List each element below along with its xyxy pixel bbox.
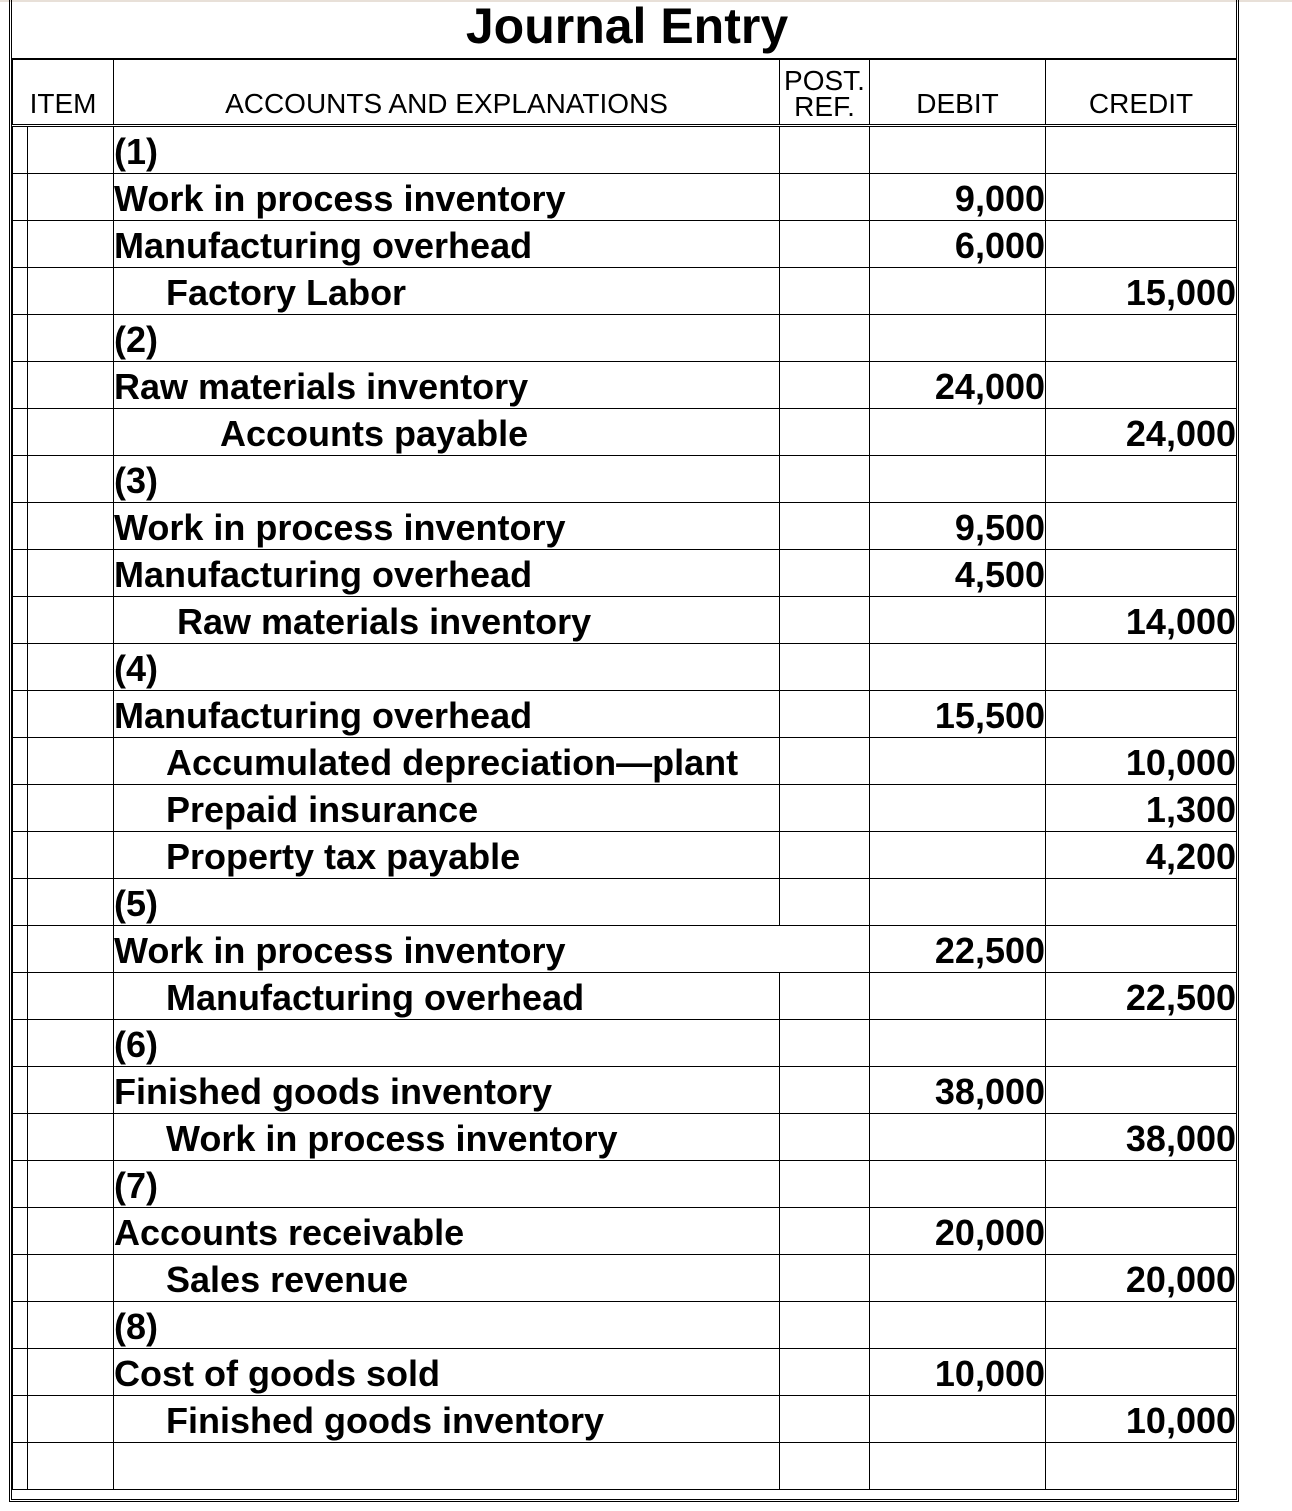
table-row	[13, 503, 1237, 550]
table-row	[13, 832, 1237, 879]
account-cell: Work in process inventory	[114, 926, 870, 973]
debit-cell	[870, 409, 1046, 456]
table-row	[13, 691, 1237, 738]
credit-cell: 4,200	[1046, 832, 1237, 879]
post-ref-cell	[780, 1208, 870, 1255]
sub-cell	[13, 503, 28, 550]
sub-cell	[13, 550, 28, 597]
table-row	[13, 1443, 1237, 1490]
account-cell: (1)	[114, 126, 780, 174]
sub-cell	[13, 1067, 28, 1114]
item-cell	[28, 644, 114, 691]
debit-cell	[870, 879, 1046, 926]
header-row	[13, 59, 1237, 126]
item-cell	[28, 1067, 114, 1114]
post-ref-header-line1: POST.	[784, 65, 865, 96]
account-cell: (6)	[114, 1020, 780, 1067]
credit-cell	[1046, 1161, 1237, 1208]
debit-cell	[870, 785, 1046, 832]
debit-cell: 15,500	[870, 691, 1046, 738]
sub-cell	[13, 1349, 28, 1396]
account-cell: Work in process inventory	[114, 174, 780, 221]
post-ref-cell	[780, 1396, 870, 1443]
debit-cell	[870, 1114, 1046, 1161]
debit-cell	[870, 738, 1046, 785]
debit-cell	[870, 1161, 1046, 1208]
account-cell: (2)	[114, 315, 780, 362]
table-row	[13, 550, 1237, 597]
post-ref-cell	[780, 174, 870, 221]
account-cell: Finished goods inventory	[114, 1067, 780, 1114]
post-ref-column-header	[780, 59, 870, 126]
item-cell	[28, 738, 114, 785]
table-row	[13, 879, 1237, 926]
sub-cell	[13, 1255, 28, 1302]
item-cell	[28, 691, 114, 738]
table-row	[13, 738, 1237, 785]
credit-column-header: CREDIT	[1046, 59, 1237, 126]
table-row	[13, 1349, 1237, 1396]
credit-cell	[1046, 691, 1237, 738]
table-row	[13, 1302, 1237, 1349]
debit-cell: 10,000	[870, 1349, 1046, 1396]
credit-cell	[1046, 1302, 1237, 1349]
account-cell: Accumulated depreciation—plant	[114, 738, 780, 785]
debit-cell	[870, 1396, 1046, 1443]
account-cell: Accounts receivable	[114, 1208, 780, 1255]
debit-cell: 22,500	[870, 926, 1046, 973]
sub-cell	[13, 1020, 28, 1067]
sub-cell	[13, 1396, 28, 1443]
post-ref-cell	[780, 832, 870, 879]
table-row	[13, 644, 1237, 691]
post-ref-cell	[780, 1114, 870, 1161]
item-cell	[28, 174, 114, 221]
post-ref-cell	[780, 879, 870, 926]
credit-cell	[1046, 362, 1237, 409]
debit-cell	[870, 126, 1046, 174]
table-row	[13, 1114, 1237, 1161]
table-row	[13, 973, 1237, 1020]
credit-cell: 20,000	[1046, 1255, 1237, 1302]
item-cell	[28, 597, 114, 644]
credit-cell	[1046, 1208, 1237, 1255]
account-cell: (8)	[114, 1302, 780, 1349]
credit-cell	[1046, 550, 1237, 597]
item-cell	[28, 879, 114, 926]
sub-cell	[13, 879, 28, 926]
sub-cell	[13, 362, 28, 409]
account-cell: Cost of goods sold	[114, 1349, 780, 1396]
credit-cell	[1046, 456, 1237, 503]
table-row	[13, 362, 1237, 409]
account-cell: Raw materials inventory	[114, 362, 780, 409]
account-cell: Work in process inventory	[114, 503, 780, 550]
credit-cell: 14,000	[1046, 597, 1237, 644]
debit-cell	[870, 1443, 1046, 1490]
table-row	[13, 456, 1237, 503]
item-cell	[28, 1161, 114, 1208]
table-row	[13, 126, 1237, 174]
debit-cell: 38,000	[870, 1067, 1046, 1114]
item-cell	[28, 973, 114, 1020]
debit-cell	[870, 1020, 1046, 1067]
credit-cell: 22,500	[1046, 973, 1237, 1020]
post-ref-cell	[780, 1067, 870, 1114]
post-ref-cell	[780, 1443, 870, 1490]
sub-cell	[13, 832, 28, 879]
item-cell	[28, 1396, 114, 1443]
account-cell: Manufacturing overhead	[114, 221, 780, 268]
sub-cell	[13, 221, 28, 268]
account-cell: Manufacturing overhead	[114, 691, 780, 738]
item-cell	[28, 1020, 114, 1067]
sub-cell	[13, 597, 28, 644]
post-ref-cell	[780, 738, 870, 785]
sub-cell	[13, 1208, 28, 1255]
journal-body	[13, 126, 1237, 1490]
credit-cell: 10,000	[1046, 738, 1237, 785]
credit-cell	[1046, 221, 1237, 268]
post-ref-cell	[780, 1161, 870, 1208]
accounts-column-header: ACCOUNTS AND EXPLANATIONS	[114, 59, 780, 126]
sub-cell	[13, 1443, 28, 1490]
debit-column-header: DEBIT	[870, 59, 1046, 126]
sub-cell	[13, 644, 28, 691]
debit-cell: 24,000	[870, 362, 1046, 409]
debit-cell: 4,500	[870, 550, 1046, 597]
item-cell	[28, 268, 114, 315]
credit-cell	[1046, 315, 1237, 362]
sub-cell	[13, 1302, 28, 1349]
post-ref-cell	[780, 456, 870, 503]
debit-cell: 20,000	[870, 1208, 1046, 1255]
item-cell	[28, 1208, 114, 1255]
post-ref-cell	[780, 1302, 870, 1349]
account-cell: Accounts payable	[114, 409, 780, 456]
sub-cell	[13, 409, 28, 456]
account-cell: (5)	[114, 879, 780, 926]
table-row	[13, 1396, 1237, 1443]
item-cell	[28, 1255, 114, 1302]
table-row	[13, 1067, 1237, 1114]
item-cell	[28, 409, 114, 456]
item-cell	[28, 785, 114, 832]
sub-cell	[13, 126, 28, 174]
post-ref-cell	[780, 315, 870, 362]
post-ref-cell	[780, 409, 870, 456]
post-ref-header-line2: REF.	[794, 91, 855, 122]
post-ref-cell	[780, 691, 870, 738]
post-ref-cell	[780, 1255, 870, 1302]
credit-cell	[1046, 879, 1237, 926]
debit-cell: 6,000	[870, 221, 1046, 268]
account-cell: Manufacturing overhead	[114, 550, 780, 597]
page-title: Journal Entry	[465, 0, 789, 54]
credit-cell	[1046, 126, 1237, 174]
item-cell	[28, 550, 114, 597]
item-cell	[28, 503, 114, 550]
debit-cell: 9,500	[870, 503, 1046, 550]
debit-cell	[870, 315, 1046, 362]
post-ref-cell	[780, 503, 870, 550]
sub-cell	[13, 785, 28, 832]
credit-cell	[1046, 503, 1237, 550]
credit-cell: 38,000	[1046, 1114, 1237, 1161]
table-row	[13, 1161, 1237, 1208]
account-cell: Finished goods inventory	[114, 1396, 780, 1443]
post-ref-cell	[780, 550, 870, 597]
sub-cell	[13, 268, 28, 315]
account-cell: Work in process inventory	[114, 1114, 780, 1161]
journal-table	[12, 58, 1237, 1490]
credit-cell: 24,000	[1046, 409, 1237, 456]
debit-cell	[870, 644, 1046, 691]
account-cell	[114, 1443, 780, 1490]
debit-cell	[870, 973, 1046, 1020]
journal-sheet	[9, 0, 1239, 1502]
post-ref-cell	[780, 597, 870, 644]
item-cell	[28, 126, 114, 174]
credit-cell	[1046, 1349, 1237, 1396]
sub-cell	[13, 1114, 28, 1161]
credit-cell	[1046, 1067, 1237, 1114]
account-cell: (7)	[114, 1161, 780, 1208]
post-ref-cell	[780, 973, 870, 1020]
sub-cell	[13, 174, 28, 221]
account-cell: Manufacturing overhead	[114, 973, 780, 1020]
table-row	[13, 1255, 1237, 1302]
credit-cell	[1046, 1020, 1237, 1067]
sub-cell	[13, 738, 28, 785]
account-cell: Raw materials inventory	[114, 597, 780, 644]
debit-cell: 9,000	[870, 174, 1046, 221]
table-row	[13, 221, 1237, 268]
post-ref-cell	[780, 644, 870, 691]
sub-cell	[13, 973, 28, 1020]
debit-cell	[870, 832, 1046, 879]
table-row	[13, 597, 1237, 644]
item-cell	[28, 221, 114, 268]
sub-cell	[13, 691, 28, 738]
credit-cell: 15,000	[1046, 268, 1237, 315]
item-cell	[28, 362, 114, 409]
debit-cell	[870, 456, 1046, 503]
credit-cell: 10,000	[1046, 1396, 1237, 1443]
sub-cell	[13, 1161, 28, 1208]
item-column-header: ITEM	[13, 59, 114, 126]
item-cell	[28, 456, 114, 503]
table-row	[13, 315, 1237, 362]
table-row	[13, 1020, 1237, 1067]
credit-cell	[1046, 1443, 1237, 1490]
table-row	[13, 785, 1237, 832]
account-cell: Property tax payable	[114, 832, 780, 879]
post-ref-cell	[780, 221, 870, 268]
item-cell	[28, 926, 114, 973]
account-cell: (4)	[114, 644, 780, 691]
credit-cell	[1046, 174, 1237, 221]
item-cell	[28, 315, 114, 362]
item-cell	[28, 1114, 114, 1161]
table-row	[13, 409, 1237, 456]
post-ref-cell	[780, 268, 870, 315]
debit-cell	[870, 1255, 1046, 1302]
debit-cell	[870, 268, 1046, 315]
sub-cell	[13, 456, 28, 503]
sub-cell	[13, 315, 28, 362]
account-cell: Prepaid insurance	[114, 785, 780, 832]
account-cell: Sales revenue	[114, 1255, 780, 1302]
credit-cell	[1046, 926, 1237, 973]
item-cell	[28, 1349, 114, 1396]
item-cell	[28, 832, 114, 879]
table-row	[13, 1208, 1237, 1255]
post-ref-cell	[780, 1020, 870, 1067]
credit-cell	[1046, 644, 1237, 691]
post-ref-cell	[780, 785, 870, 832]
credit-cell: 1,300	[1046, 785, 1237, 832]
debit-cell	[870, 597, 1046, 644]
debit-cell	[870, 1302, 1046, 1349]
account-cell: Factory Labor	[114, 268, 780, 315]
sub-cell	[13, 926, 28, 973]
item-cell	[28, 1302, 114, 1349]
table-row	[13, 268, 1237, 315]
post-ref-cell	[780, 1349, 870, 1396]
post-ref-cell	[780, 126, 870, 174]
table-row	[13, 926, 1237, 973]
table-row	[13, 174, 1237, 221]
post-ref-cell	[780, 362, 870, 409]
item-cell	[28, 1443, 114, 1490]
account-cell: (3)	[114, 456, 780, 503]
